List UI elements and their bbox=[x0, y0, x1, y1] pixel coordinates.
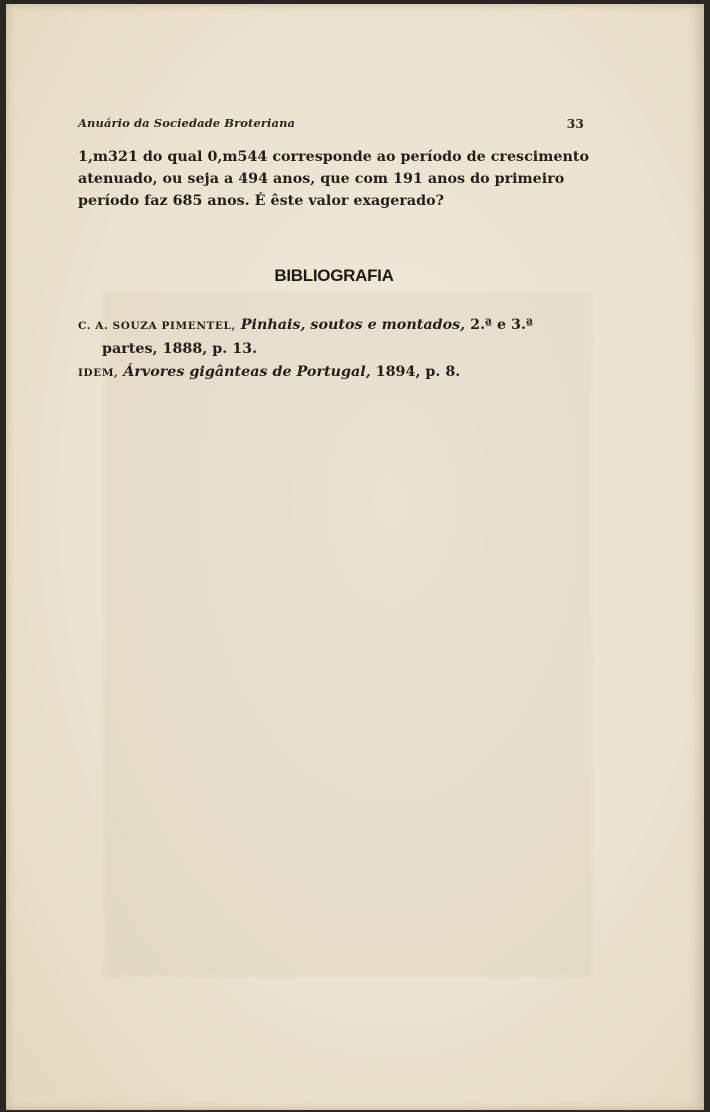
body-paragraph bbox=[78, 146, 590, 212]
show-through-texture bbox=[104, 292, 593, 978]
running-head bbox=[78, 116, 584, 134]
bibliography-entry bbox=[78, 361, 608, 385]
body-line: atenuado, ou seja a 494 anos, que com 191 anos do primeiro bbox=[78, 171, 565, 187]
bib-title: Pinhais, soutos e montados, bbox=[240, 317, 466, 333]
bib-title: Árvores gigânteas de Portugal, bbox=[123, 364, 371, 380]
bib-details: 1894, p. 8. bbox=[375, 364, 461, 380]
bibliography-list bbox=[78, 314, 608, 385]
running-title: Anuário da Sociedade Broteriana bbox=[78, 116, 296, 130]
document-page bbox=[6, 4, 704, 1110]
body-line: 1,m321 do qual 0,m544 corresponde ao período de crescimento bbox=[78, 149, 589, 165]
bib-continuation: partes, 1888, p. 13. bbox=[102, 341, 258, 357]
bib-author: C. A. SOUZA PIMENTEL, bbox=[78, 320, 236, 332]
bib-details: 2.ª e 3.ª bbox=[470, 317, 533, 333]
section-heading: BIBLIOGRAFIA bbox=[274, 266, 394, 285]
body-line: período faz 685 anos. É êste valor exagerado? bbox=[78, 193, 445, 209]
page-number: 33 bbox=[566, 116, 584, 131]
bib-author: IDEM, bbox=[78, 367, 119, 379]
bibliography-entry bbox=[78, 314, 608, 338]
